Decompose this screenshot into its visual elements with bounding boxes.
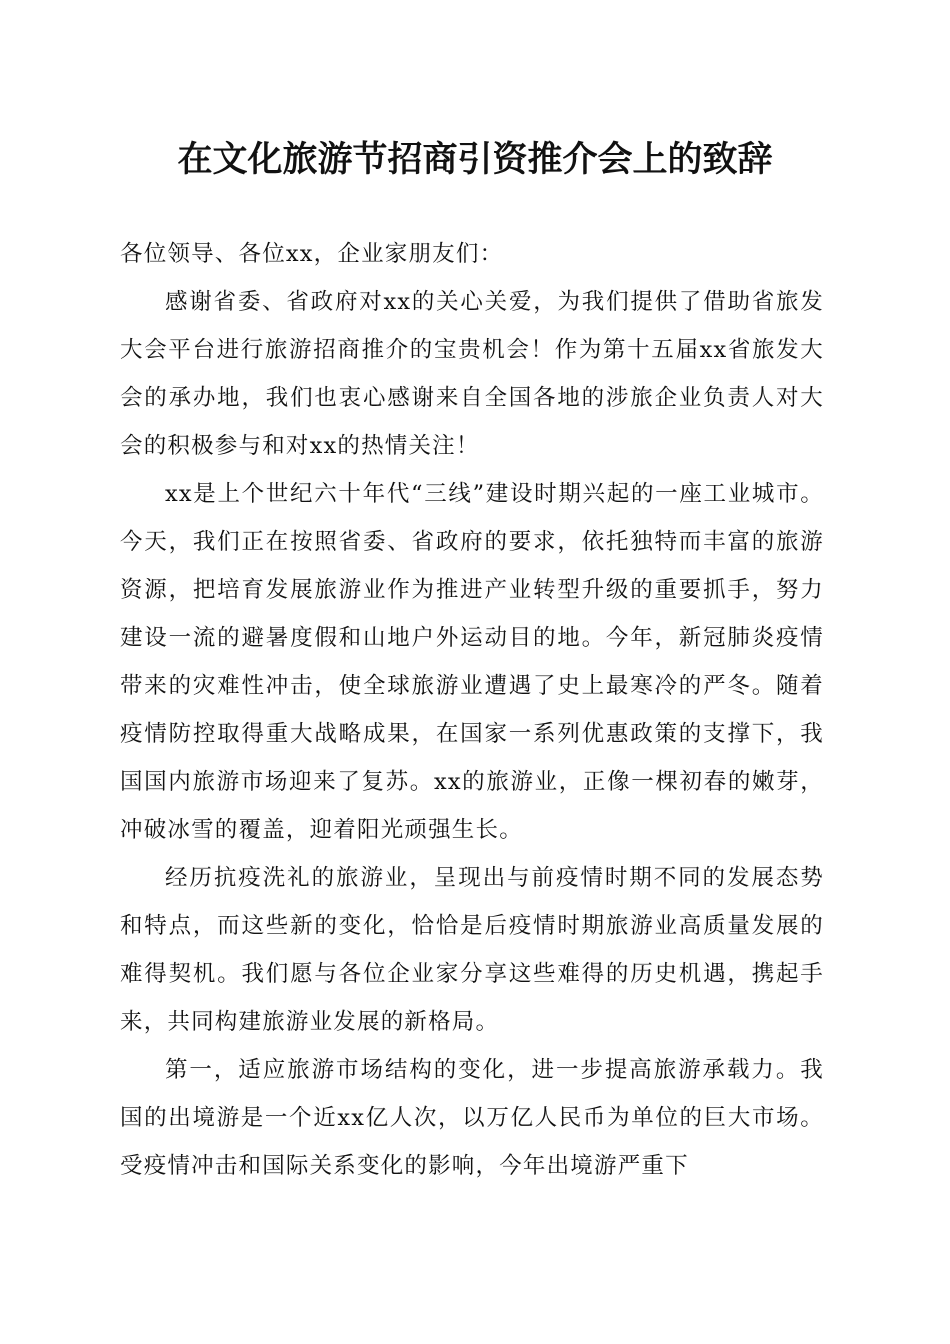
salutation: 各位领导、各位xx，企业家朋友们： [120,241,504,267]
paragraph-point-one: 第一，适应旅游市场结构的变化，进一步提高旅游承载力。我国的出境游是一个近xx亿人次，以万亿人民币为单位的巨大市场。受疫情冲击和国际关系变化的影响，今年出境游严重下 [120,1057,824,1179]
paragraph-thanks: 感谢省委、省政府对xx的关心关爱，为我们提供了借助省旅发大会平台进行旅游招商推介的宝贵机会！作为第十五届xx省旅发大会的承办地，我们也衷心感谢来自全国各地的涉旅企业负责人对大会的积极参与和对xx的热情关注！ [120,289,824,459]
document-body [120,230,824,1190]
document-title: 在文化旅游节招商引资推介会上的致辞 [177,139,773,180]
paragraph-city-intro: xx是上个世纪六十年代“三线”建设时期兴起的一座工业城市。今天，我们正在按照省委、省政府的要求，依托独特而丰富的旅游资源，把培育发展旅游业作为推进产业转型升级的重要抓手，努力建设一流的避暑度假和山地户外运动目的地。今年，新冠肺炎疫情带来的灾难性冲击，使全球旅游业遭遇了史上最寒冷的严冬。随着疫情防控取得重大战略成果，在国家一系列优惠政策的支撑下，我国国内旅游市场迎来了复苏。xx的旅游业，正像一棵初春的嫩芽，冲破冰雪的覆盖，迎着阳光顽强生长。 [120,481,824,843]
paragraph-opportunity: 经历抗疫洗礼的旅游业，呈现出与前疫情时期不同的发展态势和特点，而这些新的变化，恰恰是后疫情时期旅游业高质量发展的难得契机。我们愿与各位企业家分享这些难得的历史机遇，携起手来，共同构建旅游业发展的新格局。 [120,865,824,1035]
